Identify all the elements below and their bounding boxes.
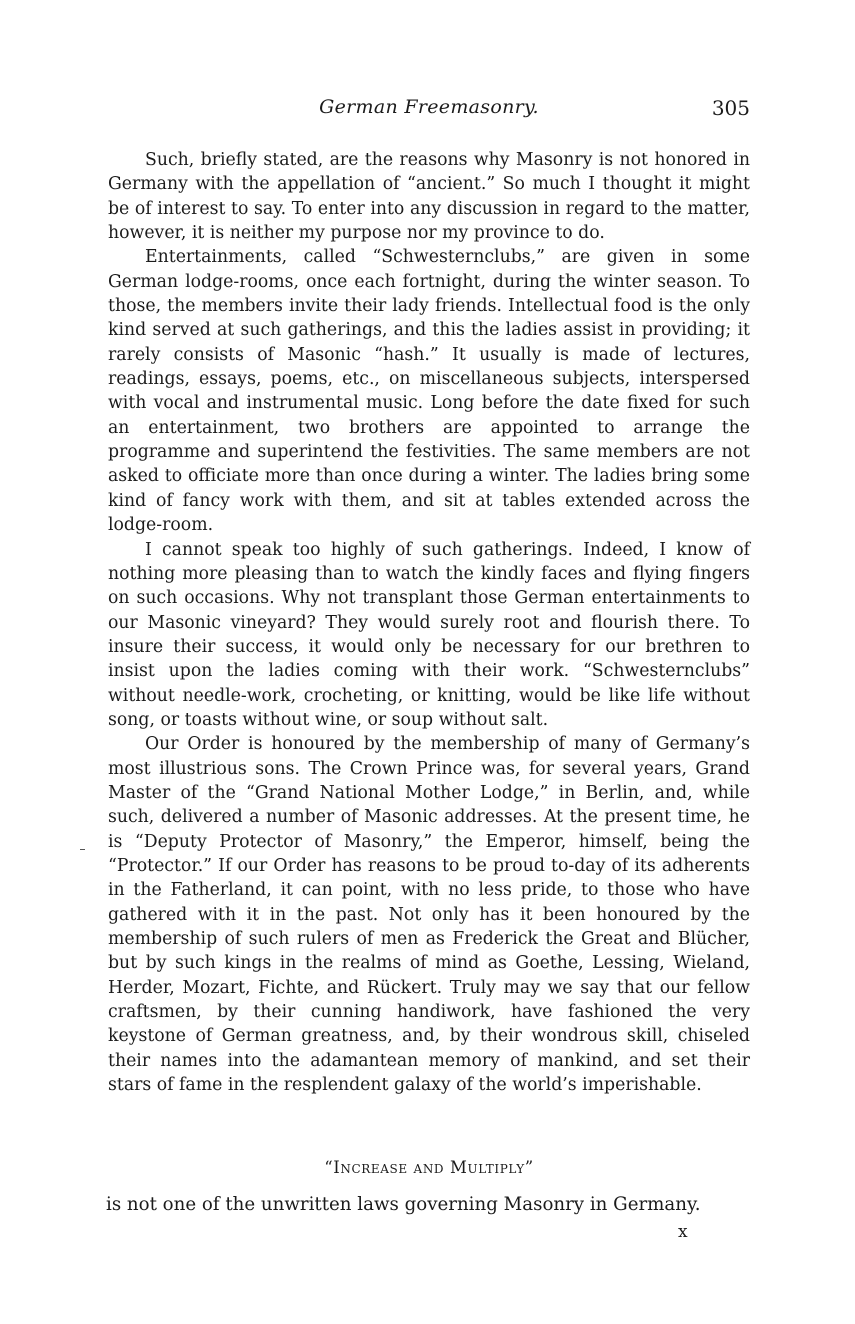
paragraph-gatherings: I cannot speak too highly of such gatherings. Indeed, I know of nothing more pleasing than to watch the kindly faces and flying fingers on such occasions. Why not transplant those German entertainments to our Masonic vineyard? They would surely root and flourish there. To insure their success, it would only be necessary for our brethren to insist upon the ladies coming with their work. “Schwesternclubs” without needle-work, crocheting, or knitting, would be like life without song, or toasts without wine, or soup without salt. [108, 539, 750, 730]
signature-mark: x [678, 1222, 688, 1242]
margin-mark [80, 849, 85, 850]
running-header [108, 96, 750, 128]
closing-line: is not one of the unwritten laws governing Masonry in Germany. [106, 1194, 701, 1215]
paragraph-reasons: Such, briefly stated, are the reasons why Masonry is not honored in Germany with the appellation of “ancient.” So much I thought it might be of interest to say. To enter into any discussion in regard to the matter, however, it is neither my purpose nor my province to do. [108, 150, 750, 244]
body-text [108, 148, 750, 1097]
paragraph-entertainments: Entertainments, called “Schwesternclubs,” are given in some German lodge-rooms, once each fortnight, during the winter season. To those, the members invite their lady friends. Intellectual food is the only kind served at such gatherings, and this the ladies assist in providing; it rarely consists of Masonic “hash.” It usually is made of lectures, readings, essays, poems, etc., on miscellaneous subjects, interspersed with vocal and instrumental music. Long before the date fixed for such an entertainment, two brothers are appointed to arrange the programme and superintend the festivities. The same members are not asked to officiate more than once during a winter. The ladies bring some kind of fancy work with them, and sit at tables extended across the lodge-room. [108, 247, 750, 536]
page-number: 305 [711, 96, 750, 120]
paragraph-illustrious-sons: Our Order is honoured by the membership of many of Germany’s most illustrious sons. The Crown Prince was, for several years, Grand Master of the “Grand National Mother Lodge,” in Berlin, and, while such, delivered a number of Masonic addresses. At the present time, he is “Deputy Protector of Masonry,” the Emperor, himself, being the “Protector.” If our Order has reasons to be proud to-day of its adherents in the Fatherland, it can point, with no less pride, to those who have gathered with it in the past. Not only has it been honoured by the membership of such rulers of men as Frederick the Great and Blücher, but by such kings in the realms of mind as Goethe, Lessing, Wieland, Herder, Mozart, Fichte, and Rückert. Truly may we say that our fellow craftsmen, by their cunning handiwork, have fashioned the very keystone of German greatness, and, by their wondrous skill, chiseled their names into the adamantean memory of mankind, and set their stars of fame in the resplendent galaxy of the world’s imperishable. [108, 734, 750, 1096]
section-heading: “Increase and Multiply” [324, 1158, 534, 1177]
running-title: German Freemasonry. [319, 96, 539, 118]
